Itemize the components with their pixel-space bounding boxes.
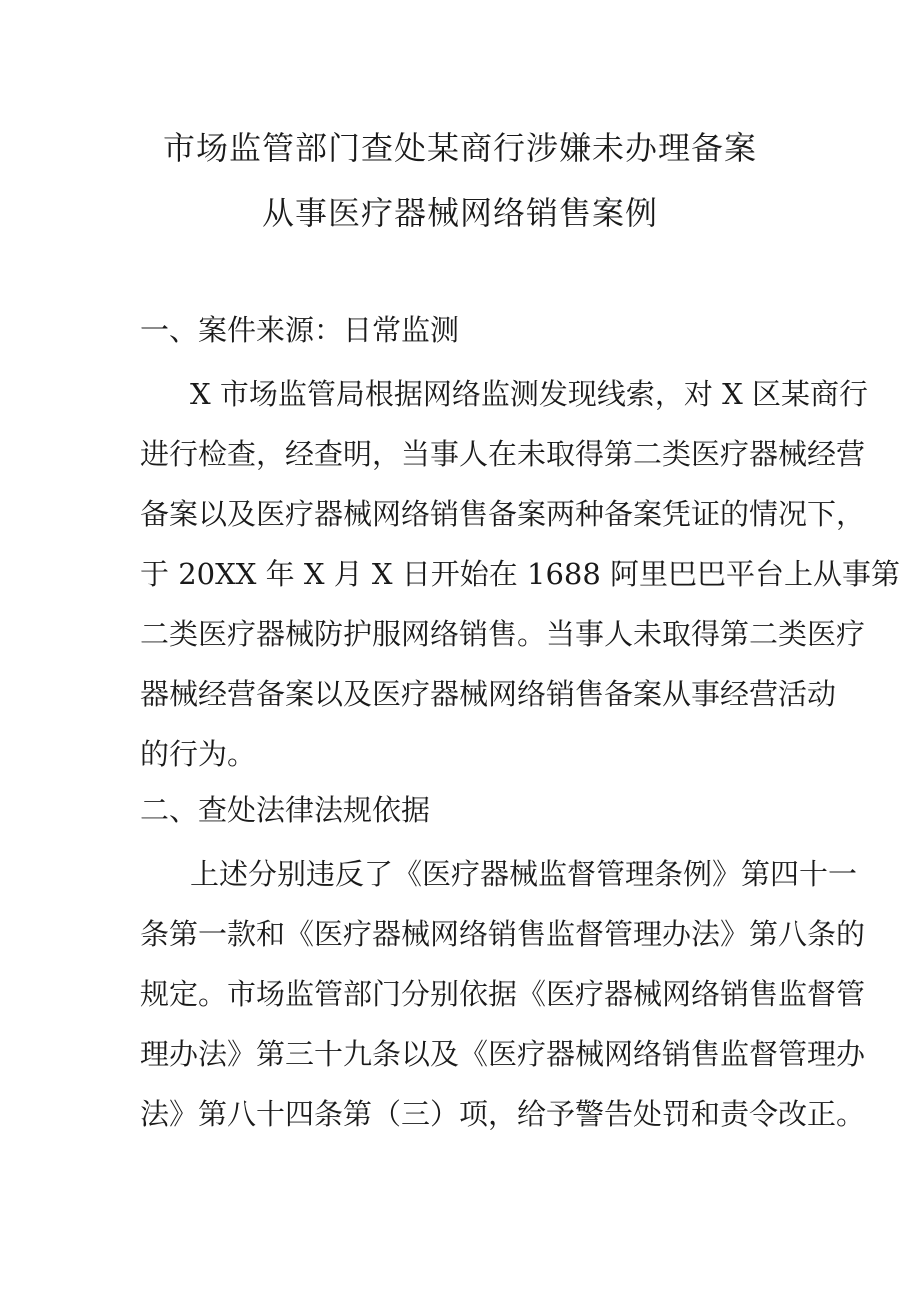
- document-title-line-2: 从事医疗器械网络销售案例: [261, 194, 658, 232]
- paragraph-1-line: 备案以及医疗器械网络销售备案两种备案凭证的情况下，: [140, 497, 866, 531]
- paragraph-1-line: 进行检查，经查明，当事人在未取得第二类医疗器械经营: [140, 437, 866, 471]
- paragraph-2-line: 法》第八十四条第（三）项，给予警告处罚和责令改正。: [140, 1097, 866, 1131]
- section-1-heading: 一、案件来源：日常监测: [140, 313, 460, 347]
- paragraph-2-line: 理办法》第三十九条以及《医疗器械网络销售监督管理办: [140, 1037, 866, 1071]
- paragraph-2-line: 上述分别违反了《医疗器械监督管理条例》第四十一: [190, 857, 858, 891]
- document-title-line-1: 市场监管部门查处某商行涉嫌未办理备案: [162, 129, 757, 167]
- paragraph-1-line: 器械经营备案以及医疗器械网络销售备案从事经营活动: [140, 677, 837, 711]
- paragraph-1-line: 于 20XX 年 X 月 X 日开始在 1688 阿里巴巴平台上从事第: [140, 557, 901, 591]
- paragraph-1-line: X 市场监管局根据网络监测发现线索，对 X 区某商行: [190, 377, 868, 411]
- section-2-heading: 二、查处法律法规依据: [140, 793, 431, 827]
- paragraph-2-line: 规定。市场监管部门分别依据《医疗器械网络销售监督管: [140, 977, 866, 1011]
- paragraph-2-line: 条第一款和《医疗器械网络销售监督管理办法》第八条的: [140, 917, 866, 951]
- paragraph-1-line: 的行为。: [140, 737, 257, 771]
- paragraph-1-line: 二类医疗器械防护服网络销售。当事人未取得第二类医疗: [140, 617, 866, 651]
